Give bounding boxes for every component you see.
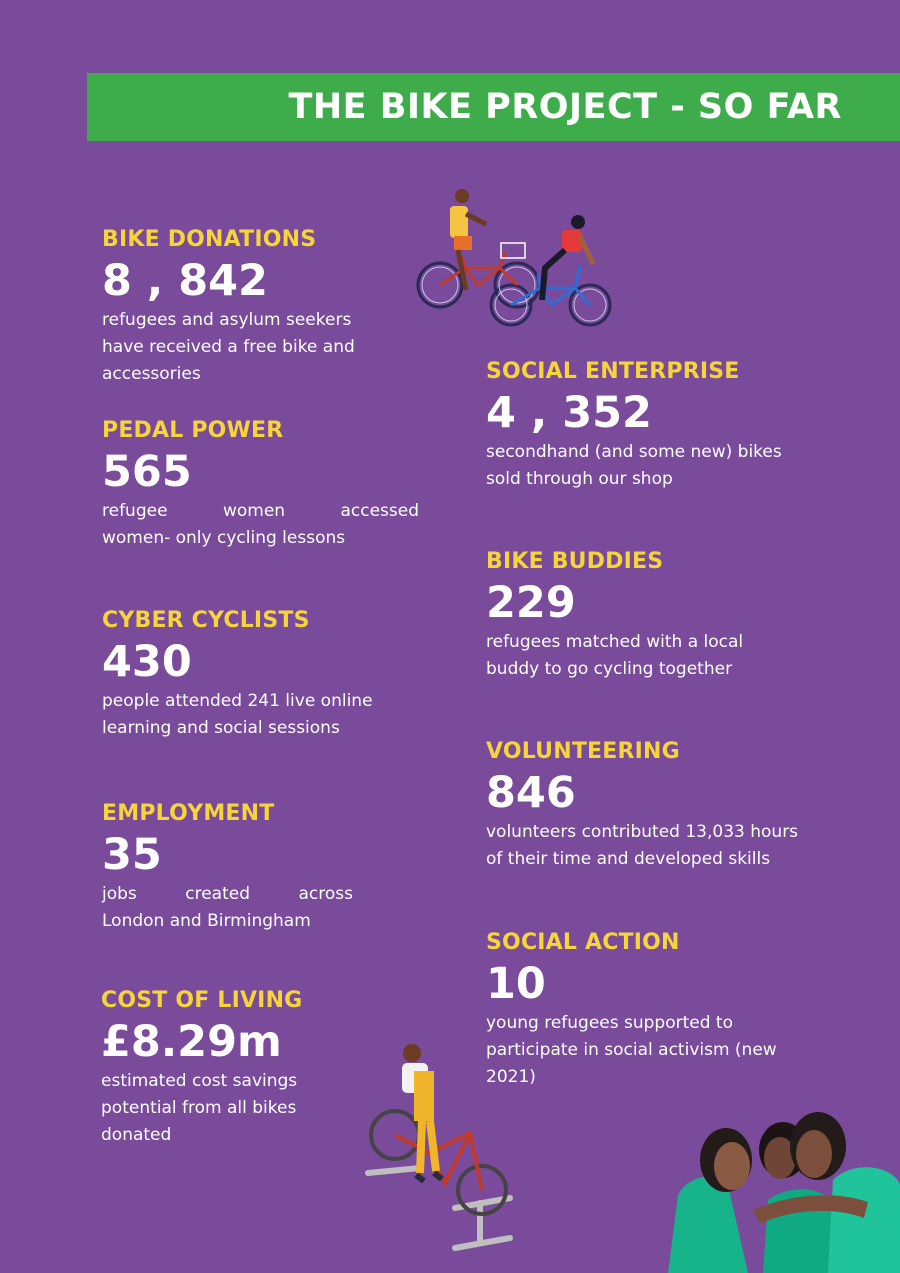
stat-desc-line: people attended 241 live online [102, 691, 373, 711]
stat-desc-line: refugees and asylum seekers [102, 310, 352, 330]
stat-heading: BIKE DONATIONS [102, 227, 317, 252]
stat-bike-buddies [486, 549, 846, 683]
stat-social-enterprise [486, 359, 846, 493]
bike-repair-illustration [360, 1043, 520, 1258]
stat-desc-line: of their time and developed skills [486, 849, 771, 869]
stat-desc-line: secondhand (and some new) bikes [486, 442, 782, 462]
stat-social-action [486, 930, 846, 1091]
stat-bike-donations [102, 227, 402, 388]
stat-value: 229 [486, 578, 576, 628]
title-banner [87, 73, 900, 141]
stat-heading: EMPLOYMENT [102, 801, 275, 826]
stat-value: 430 [102, 637, 192, 687]
stat-value: £8.29m [101, 1017, 282, 1067]
stat-heading: SOCIAL ACTION [486, 930, 680, 955]
stat-desc-line: London and Birmingham [102, 911, 311, 931]
stat-value: 35 [102, 830, 162, 880]
stat-value: 10 [486, 959, 546, 1009]
stat-desc-line: refugees matched with a local [486, 632, 744, 652]
stat-desc-line: refugee women accessed [102, 501, 419, 521]
stat-heading: PEDAL POWER [102, 418, 284, 443]
stat-desc-line: estimated cost savings [101, 1071, 298, 1091]
cyclists-illustration [410, 188, 620, 333]
stat-desc-line: participate in social activism (new [486, 1040, 777, 1060]
stat-volunteering [486, 739, 866, 873]
stat-desc-line: young refugees supported to [486, 1013, 733, 1033]
stat-desc-line: 2021) [486, 1067, 536, 1087]
stat-desc-line: have received a free bike and [102, 337, 355, 357]
stat-desc-line: buddy to go cycling together [486, 659, 733, 679]
stat-desc-line: jobs created across [102, 884, 353, 904]
stat-heading: VOLUNTEERING [486, 739, 680, 764]
stat-heading: SOCIAL ENTERPRISE [486, 359, 740, 384]
stat-desc-line: sold through our shop [486, 469, 673, 489]
stat-cost-of-living [101, 988, 361, 1149]
stat-value: 846 [486, 768, 576, 818]
women-group-illustration [668, 1110, 900, 1273]
stat-desc-line: learning and social sessions [102, 718, 340, 738]
stat-heading: CYBER CYCLISTS [102, 608, 310, 633]
stat-employment [102, 801, 353, 935]
stat-cyber-cyclists [102, 608, 422, 742]
stat-desc-line: potential from all bikes [101, 1098, 297, 1118]
stat-heading: BIKE BUDDIES [486, 549, 664, 574]
stat-value: 8 , 842 [102, 256, 268, 306]
stat-value: 565 [102, 447, 192, 497]
page-title: THE BIKE PROJECT - SO FAR [288, 87, 842, 127]
stat-desc-line: accessories [102, 364, 201, 384]
stat-desc-line: donated [101, 1125, 172, 1145]
stat-heading: COST OF LIVING [101, 988, 303, 1013]
stat-desc-line: women- only cycling lessons [102, 528, 346, 548]
stat-pedal-power [102, 418, 419, 552]
stat-desc-line: volunteers contributed 13,033 hours [486, 822, 799, 842]
stat-value: 4 , 352 [486, 388, 652, 438]
